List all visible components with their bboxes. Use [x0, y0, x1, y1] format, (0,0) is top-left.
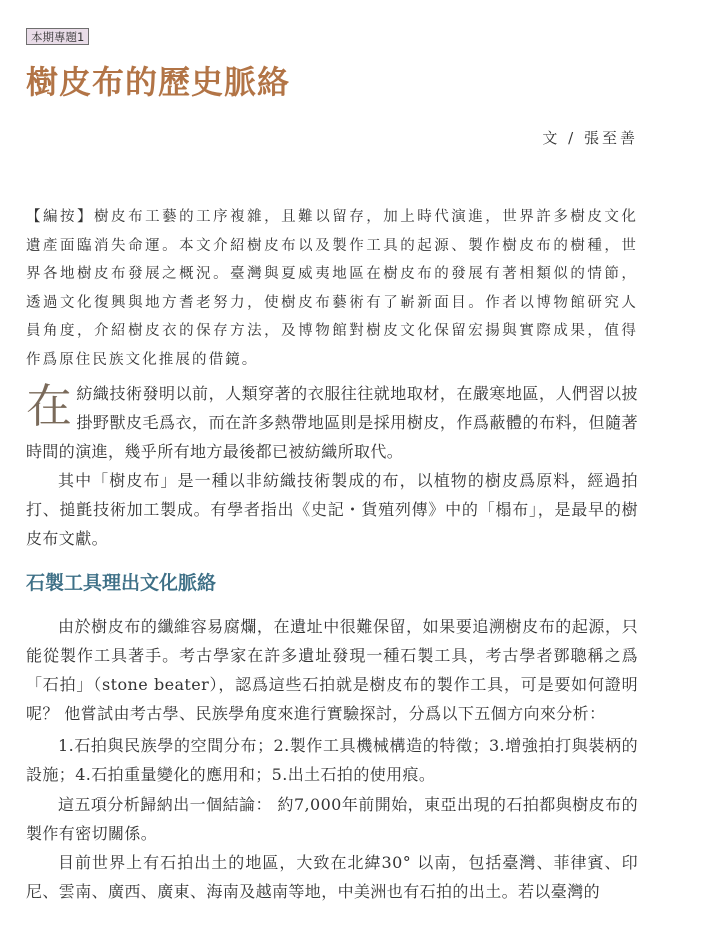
drop-cap: 在: [26, 379, 73, 433]
body-paragraph: 其中「樹皮布」是一種以非紡織技術製成的布，以植物的樹皮爲原料，經過拍打、搥氈技術加工製成。有學者指出《史記・貨殖列傳》中的「榻布」，是最早的樹皮布文獻。: [26, 471, 638, 548]
editor-note: 【編按】樹皮布工藝的工序複雜，且難以留存，加上時代演進，世界許多樹皮文化遺產面臨消失命運。本文介紹樹皮布以及製作工具的起源、製作樹皮布的樹種，世界各地樹皮布發展之概況。臺灣與夏威夷地區在樹皮布的發展有著相類似的情節，透過文化復興與地方耆老努力，使樹皮布藝術有了嶄新面目。作者以博物館研究人員角度，介紹樹皮衣的保存方法，及博物館對樹皮文化保留宏揚與實際成果，值得作爲原住民族文化推展的借鏡。: [26, 209, 638, 368]
section-heading: 石製工具理出文化脈絡: [26, 572, 217, 594]
intro-paragraph-text: 紡織技術發明以前，人類穿著的衣服往往就地取材，在嚴寒地區，人們習以披掛野獸皮毛爲衣，而在許多熱帶地區則是採用樹皮，作爲蔽體的布料，但隨著時間的演進，幾乎所有地方最後都已被紡織所取代。: [26, 384, 638, 461]
conclusion-paragraph: 這五項分析歸納出一個結論： 約7,000年前開始，東亞出現的石拍都與樹皮布的製作有密切關係。: [26, 795, 638, 843]
author-byline: 文 / 張至善: [542, 129, 638, 147]
analysis-list-paragraph: 1.石拍與民族學的空間分布；2.製作工具機械構造的特徵；3.增強拍打與裝柄的設施；4.石拍重量變化的應用和；5.出土石拍的使用痕。: [26, 736, 638, 784]
intro-paragraph: [26, 379, 638, 466]
column-badge: 本期專題1: [26, 28, 89, 45]
distribution-paragraph: 目前世界上有石拍出土的地區，大致在北緯30° 以南，包括臺灣、菲律賓、印尼、雲南、廣西、廣東、海南及越南等地，中美洲也有石拍的出土。若以臺灣的: [26, 853, 638, 901]
article-title: 樹皮布的歷史脈絡: [26, 63, 291, 101]
section-paragraph: 由於樹皮布的纖維容易腐爛，在遺址中很難保留，如果要追溯樹皮布的起源，只能從製作工具著手。考古學家在許多遺址發現一種石製工具，考古學者鄧聰稱之爲「石拍」（stone beater），認爲這些石拍就是樹皮布的製作工具，可是要如何證明呢？ 他嘗試由考古學、民族學角度來進行實驗探討，分爲以下五個方向來分析：: [26, 617, 638, 723]
